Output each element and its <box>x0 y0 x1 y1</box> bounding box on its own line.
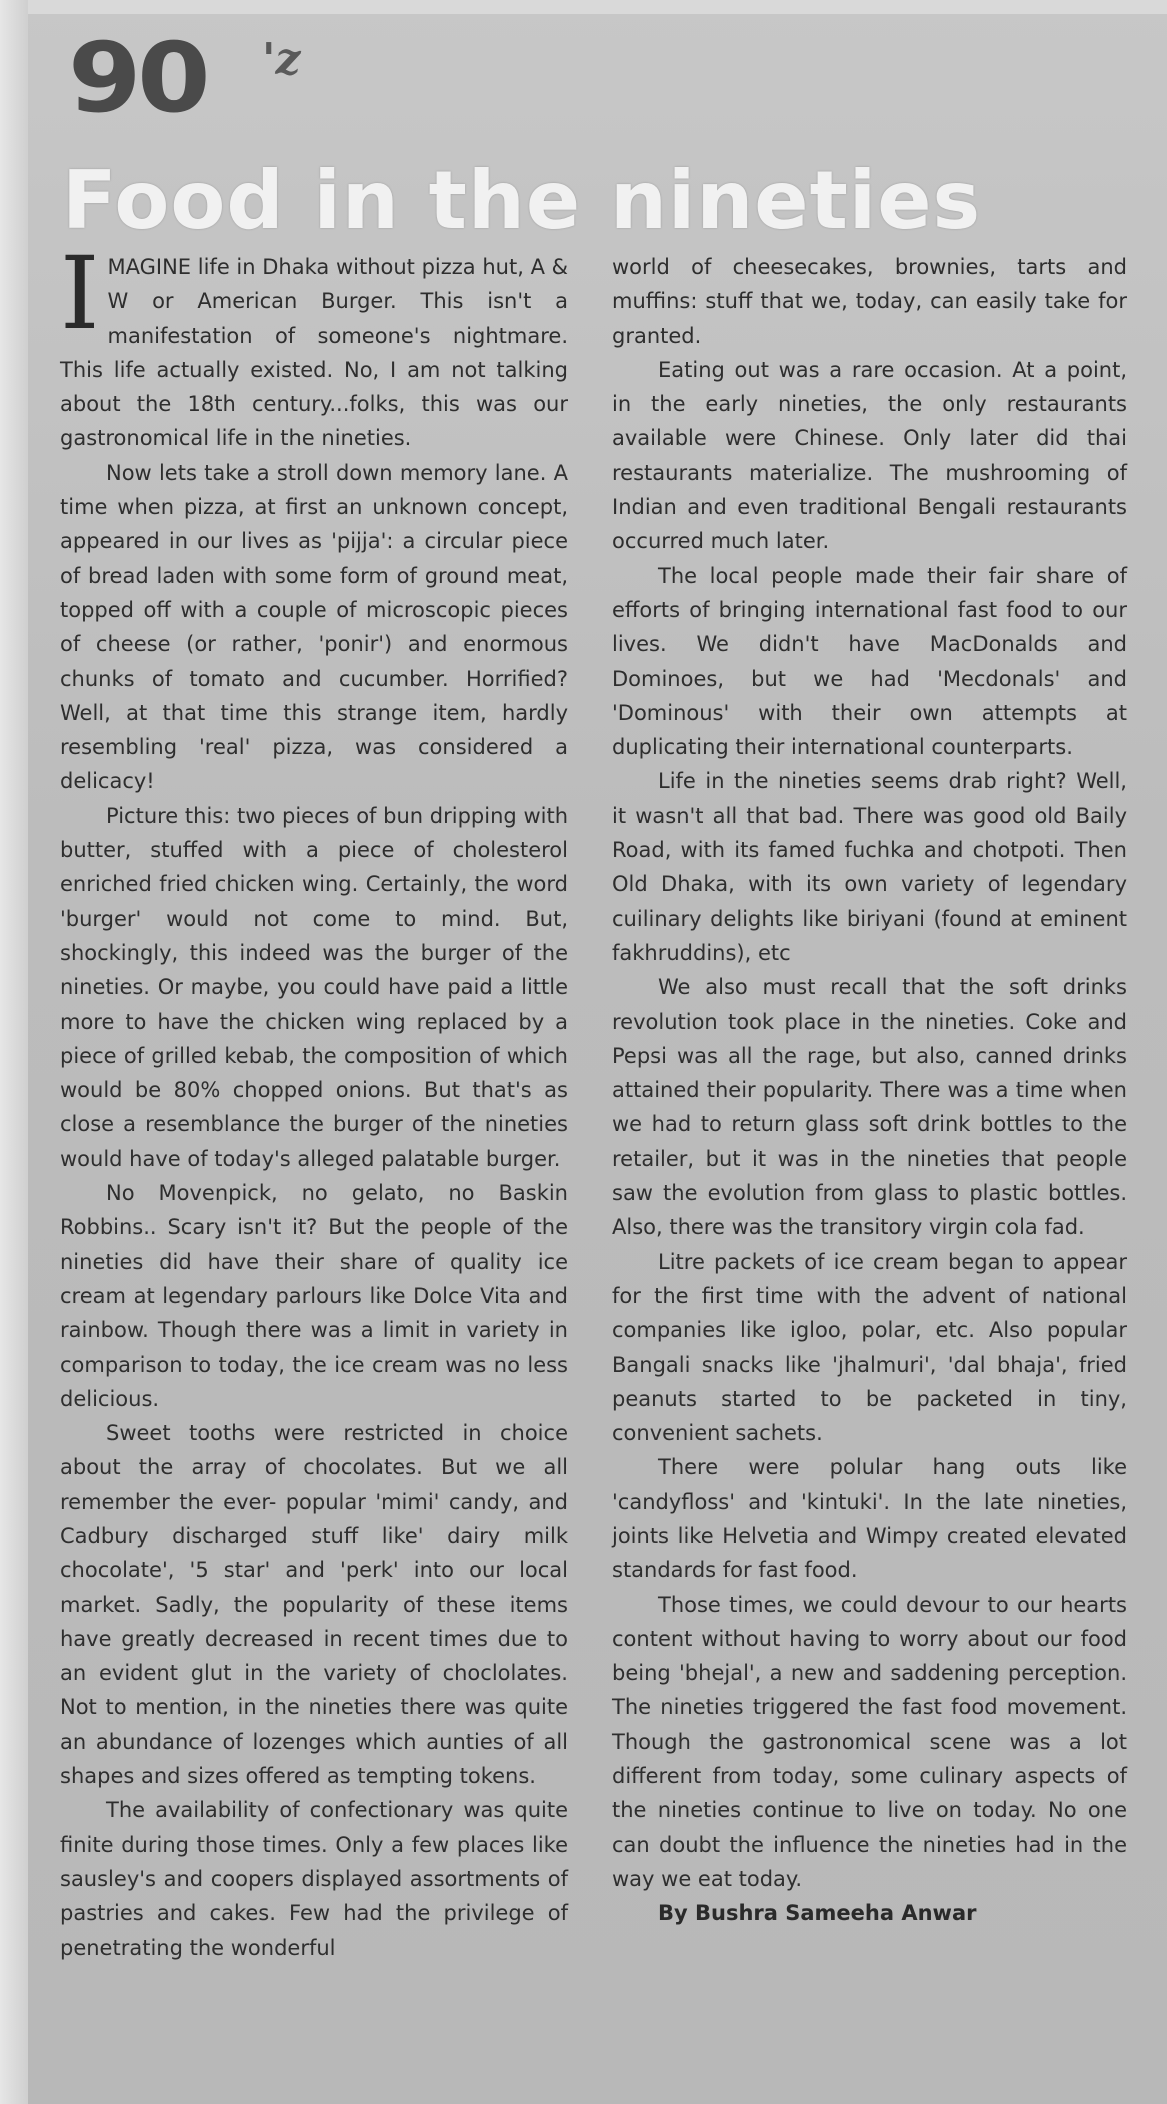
page-edge-left <box>0 0 28 2104</box>
paragraph: There were polular hang outs like 'candyfloss' and 'kintuki'. In the late nineties, joints like Helvetia and Wimpy created elevated standards for fast food. <box>612 1455 1127 1583</box>
paragraph: No Movenpick, no gelato, no Baskin Robbins.. Scary isn't it? But the people of the nineties did have their share of quality ice cream at legendary parlours like Dolce Vita and rainbow. Though there was a limit in variety in comparison to today, the ice cream was no less delicious. <box>60 1181 568 1411</box>
article-column-left <box>60 235 568 1965</box>
paragraph: The local people made their fair share of efforts of bringing international fast food to our lives. We didn't have MacDonalds and Dominoes, but we had 'Mecdonals' and 'Dominous' with their own attempts at duplicating their international counterparts. <box>612 563 1127 760</box>
section-badge: 90 <box>68 22 207 134</box>
paragraph: Picture this: two pieces of bun dripping with butter, stuffed with a piece of cholesterol enriched fried chicken wing. Certainly, the word 'burger' would not come to mind. But, shockingly, this indeed was the burger of the nineties. Or maybe, you could have paid a little more to have the chicken wing replaced by a piece of grilled kebab, the composition of which would be 80% chopped onions. But that's as close a resemblance the burger of the nineties would have of today's alleged palatable burger. <box>60 803 568 1171</box>
paragraph: Eating out was a rare occasion. At a point, in the early nineties, the only restaurants available were Chinese. Only later did thai restaurants materialize. The mushrooming of Indian and even traditional Bengali restaurants occurred much later. <box>612 357 1127 554</box>
article-column-right <box>612 250 1127 1931</box>
paragraph: world of cheesecakes, brownies, tarts and muffins: stuff that we, today, can easily take for granted. <box>612 255 1127 348</box>
paragraph: Life in the nineties seems drab right? Well, it wasn't all that bad. There was good old Baily Road, with its famed fuchka and chotpoti. Then Old Dhaka, with its own variety of legendary cuilinary delights like biriyani (found at eminent fakhruddins), etc <box>612 769 1127 965</box>
paragraph: IMAGINE life in Dhaka without pizza hut, A & W or American Burger. This isn't a manifestation of someone's nightmare. This life actually existed. No, I am not talking about the 18th century...folks, this was our gastronomical life in the nineties. <box>60 235 568 451</box>
byline: By Bushra Sameeha Anwar <box>658 1901 977 1926</box>
paragraph: The availability of confectionary was quite finite during those times. Only a few places like sausley's and coopers displayed assortments of pastries and cakes. Few had the privilege of penetrating the wonderful <box>60 1798 568 1960</box>
paragraph: Sweet tooths were restricted in choice about the array of chocolates. But we all remember the ever- popular 'mimi' candy, and Cadbury discharged stuff like' dairy milk chocolate', '5 star' and 'perk' into our local market. Sadly, the popularity of these items have greatly decreased in recent times due to an evident glut in the variety of choclolates. Not to mention, in the nineties there was quite an abundance of lozenges which aunties of all shapes and sizes offered as tempting tokens. <box>60 1421 568 1789</box>
article-headline: Food in the nineties <box>62 154 982 247</box>
paragraph: Litre packets of ice cream began to appear for the first time with the advent of national companies like igloo, polar, etc. Also popular Bangali snacks like 'jhalmuri', 'dal bhaja', fried peanuts started to be packeted in tiny, convenient sachets. <box>612 1249 1127 1446</box>
paragraph: Those times, we could devour to our hearts content without having to worry about our food being 'bhejal', a new and saddening perception. The nineties triggered the fast food movement. Though the gastronomical scene was a lot different from today, some culinary aspects of the nineties continue to live on today. No one can doubt the influence the nineties had in the way we eat today. <box>612 1592 1127 1891</box>
page-edge-top <box>0 0 1167 14</box>
paragraph: Now lets take a stroll down memory lane. A time when pizza, at first an unknown concept, appeared in our lives as 'pijja': a circular piece of bread laden with some form of ground meat, topped off with a couple of microscopic pieces of cheese (or rather, 'ponir') and enormous chunks of tomato and cucumber. Horrified? Well, at that time this strange item, hardly resembling 'real' pizza, was considered a delicacy! <box>60 460 568 794</box>
paragraph: We also must recall that the soft drinks revolution took place in the nineties. Coke and Pepsi was all the rage, but also, canned drinks attained their popularity. There was a time when we had to return glass soft drink bottles to the retailer, but it was in the nineties that people saw the evolution from glass to plastic bottles. Also, there was the transitory virgin cola fad. <box>612 975 1127 1240</box>
section-badge-suffix: 'z <box>262 34 301 85</box>
masthead <box>62 22 1062 247</box>
